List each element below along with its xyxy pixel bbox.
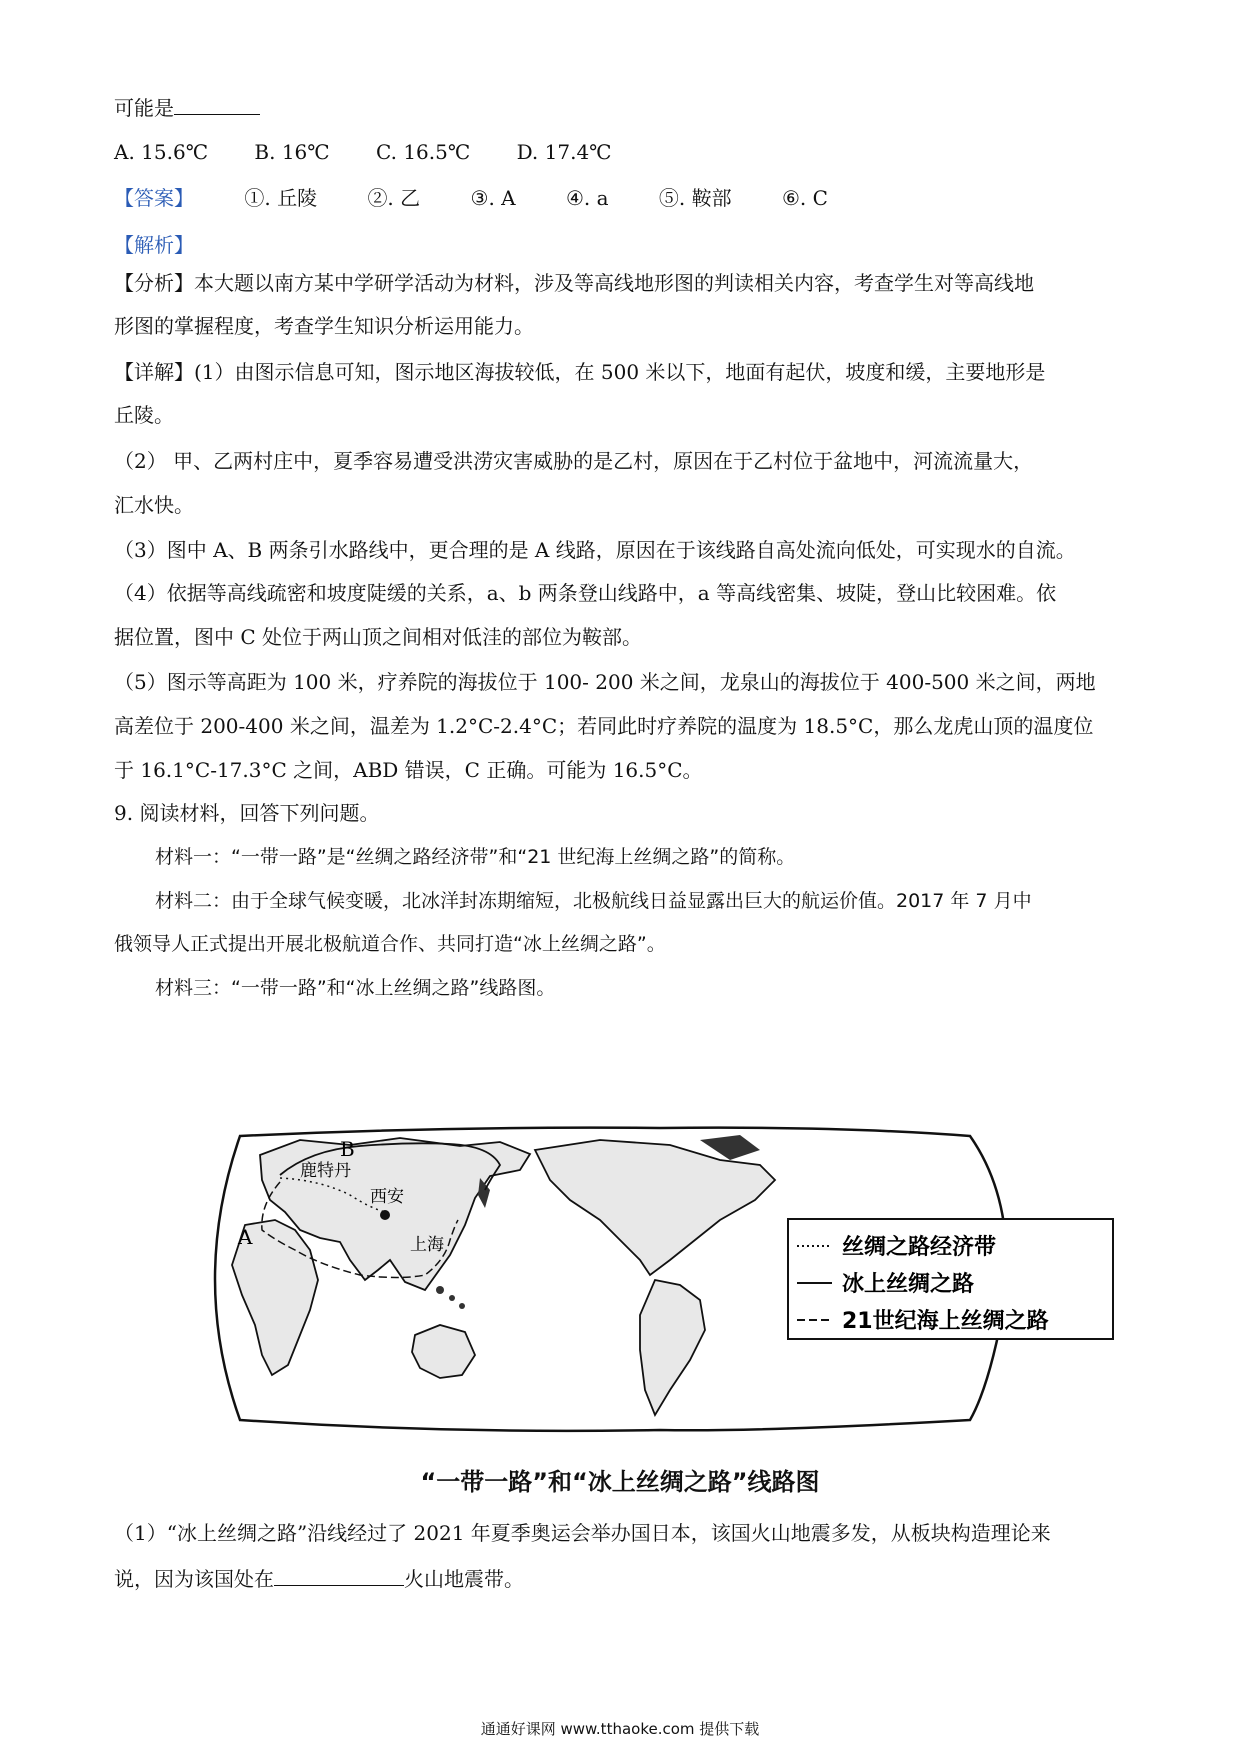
label-shanghai: 上海	[410, 1235, 444, 1255]
option-b: B. 16℃	[254, 140, 330, 164]
q9-sub1-line-1: （1）“冰上丝绸之路”沿线经过了 2021 年夏季奥运会举办国日本，该国火山地震多发，从板块构造理论来	[114, 1521, 1051, 1545]
label-rotterdam: 鹿特丹	[300, 1161, 351, 1181]
australia-landmass	[412, 1325, 475, 1378]
answer-3: ③. A	[470, 186, 516, 210]
south-america-landmass	[640, 1280, 705, 1415]
detail-p4-line-1: （4）依据等高线疏密和坡度陡缓的关系，a、b 两条登山线路中，a 等高线密集、坡陡，登山比较困难。依	[114, 581, 1057, 605]
analysis-tag: 【解析】	[114, 233, 194, 257]
map-caption: “一带一路”和“冰上丝绸之路”线路图	[420, 1468, 820, 1496]
legend-maritime-silk-road: 21世纪海上丝绸之路	[842, 1309, 1049, 1334]
q9-material-1: 材料一：“一带一路”是“丝绸之路经济带”和“21 世纪海上丝绸之路”的简称。	[155, 846, 796, 868]
xian-point	[380, 1210, 390, 1220]
label-point-b: B	[340, 1137, 355, 1161]
analysis-line-2: 形图的掌握程度，考查学生知识分析运用能力。	[114, 314, 534, 338]
footer-credit: 通通好课网 www.tthaoke.com 提供下载	[480, 1720, 760, 1738]
answer-blank	[174, 92, 260, 115]
detail-p5-line-1: （5）图示等高距为 100 米，疗养院的海拔位于 100- 200 米之间，龙泉山的海拔位于 400-500 米之间，两地	[114, 670, 1096, 694]
detail-line-2: 丘陵。	[114, 403, 174, 427]
answer-4: ④. a	[565, 186, 609, 210]
label-xian: 西安	[370, 1187, 404, 1207]
detail-p5-line-2: 高差位于 200-400 米之间，温差为 1.2°C-2.4°C；若同此时疗养院的温度为 18.5°C，那么龙虎山顶的温度位	[114, 714, 1094, 738]
label-point-a: A	[238, 1225, 253, 1249]
q9-sub1-text-before: 说，因为该国处在	[114, 1567, 274, 1591]
q9-material-2-line-2: 俄领导人正式提出开展北极航道合作、共同打造“冰上丝绸之路”。	[114, 933, 666, 955]
answer-tag: 【答案】	[114, 186, 194, 210]
sea-islands	[449, 1295, 455, 1301]
detail-line-1: 【详解】(1）由图示信息可知，图示地区海拔较低，在 500 米以下，地面有起伏，坡度和缓，主要地形是	[114, 360, 1046, 384]
answer-line	[114, 183, 1134, 213]
q8-prompt-line	[114, 92, 1134, 123]
answer-6: ⑥. C	[781, 186, 828, 210]
legend-silk-road-belt: 丝绸之路经济带	[842, 1235, 997, 1260]
detail-p3-line-1: （3）图中 A、B 两条引水路线中，更合理的是 A 线路，原因在于该线路自高处流向低处，可实现水的自流。	[114, 538, 1076, 562]
detail-p2-line-2: 汇水快。	[114, 493, 194, 517]
detail-p4-line-2: 据位置，图中 C 处位于两山顶之间相对低洼的部位为鞍部。	[114, 625, 643, 649]
q9-material-3: 材料三：“一带一路”和“冰上丝绸之路”线路图。	[155, 977, 556, 999]
option-d: D. 17.4℃	[516, 140, 612, 164]
q9-material-2-line-1: 材料二：由于全球气候变暖，北冰洋封冻期缩短，北极航线日益显露出巨大的航运价值。2017 年 7 月中	[155, 890, 1032, 912]
map-legend	[787, 1218, 1117, 1343]
q8-options	[114, 137, 1134, 167]
legend-ice-silk-road: 冰上丝绸之路	[842, 1272, 975, 1297]
detail-p2-line-1: （2） 甲、乙两村庄中，夏季容易遭受洪涝灾害威胁的是乙村，原因在于乙村位于盆地中，河流流量大，	[114, 449, 1034, 473]
north-america-landmass	[535, 1140, 775, 1275]
detail-p5-line-3: 于 16.1°C-17.3°C 之间，ABD 错误，C 正确。可能为 16.5°C。	[114, 758, 703, 782]
answer-blank	[274, 1563, 404, 1586]
answer-1: ①. 丘陵	[244, 186, 318, 210]
q9-sub1-line-2	[114, 1563, 1134, 1594]
option-a: A. 15.6℃	[114, 140, 209, 164]
q9-heading: 9. 阅读材料，回答下列问题。	[114, 801, 380, 825]
answer-2: ②. 乙	[367, 186, 421, 210]
q9-sub1-text-after: 火山地震带。	[404, 1567, 524, 1591]
option-c: C. 16.5℃	[376, 140, 471, 164]
sea-islands	[436, 1286, 444, 1294]
sea-islands	[459, 1303, 465, 1309]
analysis-line-1: 【分析】本大题以南方某中学研学活动为材料，涉及等高线地形图的判读相关内容，考查学生对等高线地	[114, 271, 1034, 295]
answer-5: ⑤. 鞍部	[658, 186, 732, 210]
q8-prompt: 可能是	[114, 96, 174, 120]
